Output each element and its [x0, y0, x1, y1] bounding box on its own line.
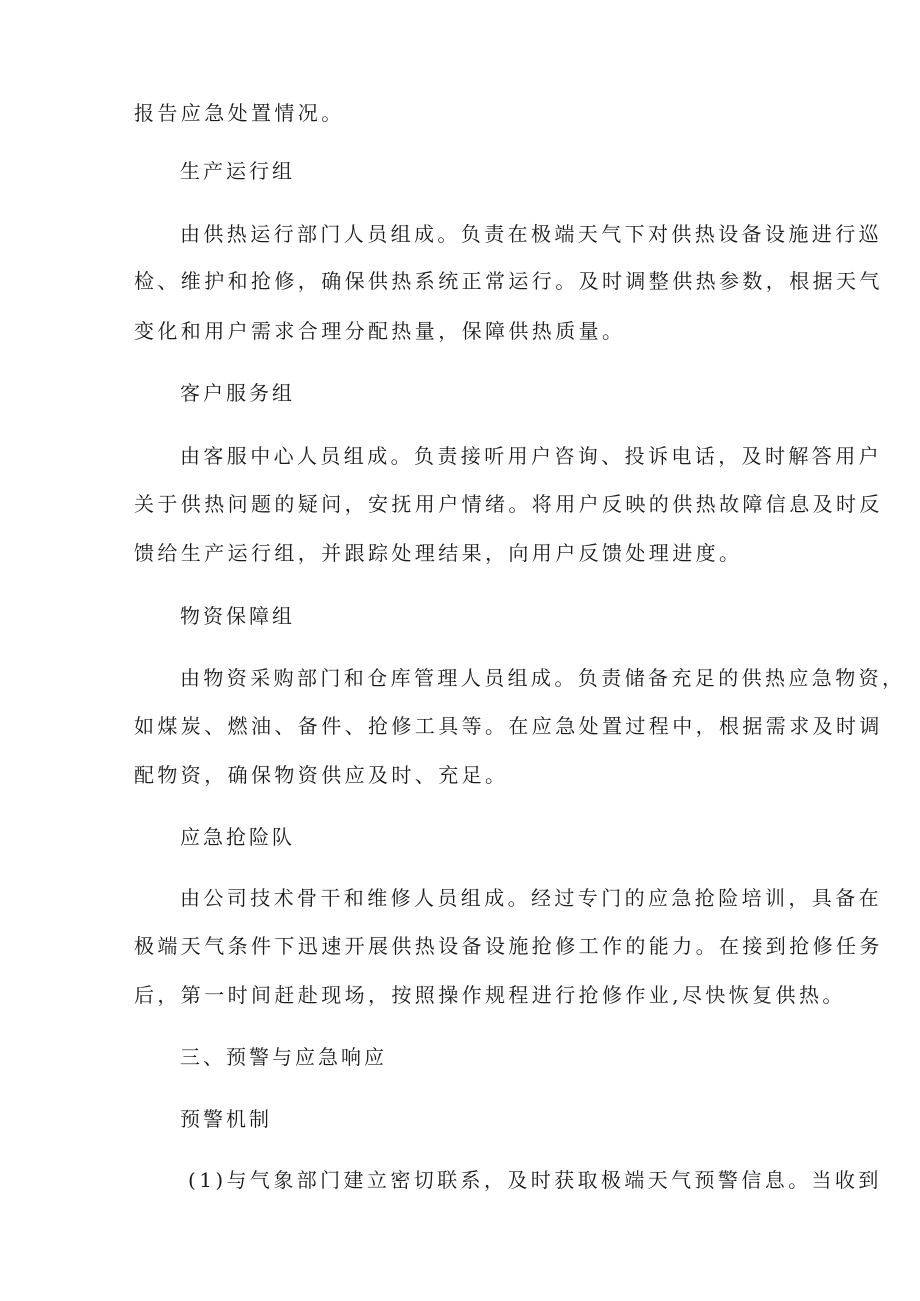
paragraph-line: 如煤炭、燃油、备件、抢修工具等。在应急处置过程中，根据需求及时调: [134, 714, 883, 738]
paragraph-continuation: 报告应急处置情况。: [134, 101, 345, 125]
section-heading-customer-service: 客户服务组: [180, 381, 295, 405]
section-heading-emergency-team: 应急抢险队: [180, 825, 295, 849]
paragraph-line: 关于供热问题的疑问，安抚用户情绪。将用户反映的供热故障信息及时反: [134, 492, 883, 516]
paragraph-line: 由客服中心人员组成。负责接听用户咨询、投诉电话，及时解答用户: [180, 444, 882, 468]
paragraph-line: 后，第一时间赶赴现场，按照操作规程进行抢修作业,尽快恢复供热。: [134, 983, 846, 1007]
paragraph-line: 检、维护和抢修，确保供热系统正常运行。及时调整供热参数，根据天气: [134, 269, 883, 293]
paragraph-line: 由物资采购部门和仓库管理人员组成。负责储备充足的供热应急物资，: [180, 666, 906, 690]
paragraph-line: 由公司技术骨干和维修人员组成。经过专门的应急抢险培训，具备在: [180, 886, 882, 910]
paragraph-line: 配物资，确保物资供应及时、充足。: [134, 763, 509, 787]
section-heading-materials: 物资保障组: [180, 604, 295, 628]
paragraph-line: 变化和用户需求合理分配热量，保障供热质量。: [134, 319, 626, 343]
list-item-1: (1)与气象部门建立密切联系，及时获取极端天气预警信息。当收到: [188, 1168, 882, 1192]
section-heading-production: 生产运行组: [180, 159, 295, 183]
paragraph-line: 由供热运行部门人员组成。负责在极端天气下对供热设备设施进行巡: [180, 222, 882, 246]
chapter-heading-warning-response: 三、预警与应急响应: [180, 1045, 387, 1069]
paragraph-line: 极端天气条件下迅速开展供热设备设施抢修工作的能力。在接到抢修任务: [134, 934, 883, 958]
paragraph-line: 馈给生产运行组，并跟踪处理结果，向用户反馈处理进度。: [134, 541, 743, 565]
section-heading-warning-mechanism: 预警机制: [180, 1107, 272, 1131]
